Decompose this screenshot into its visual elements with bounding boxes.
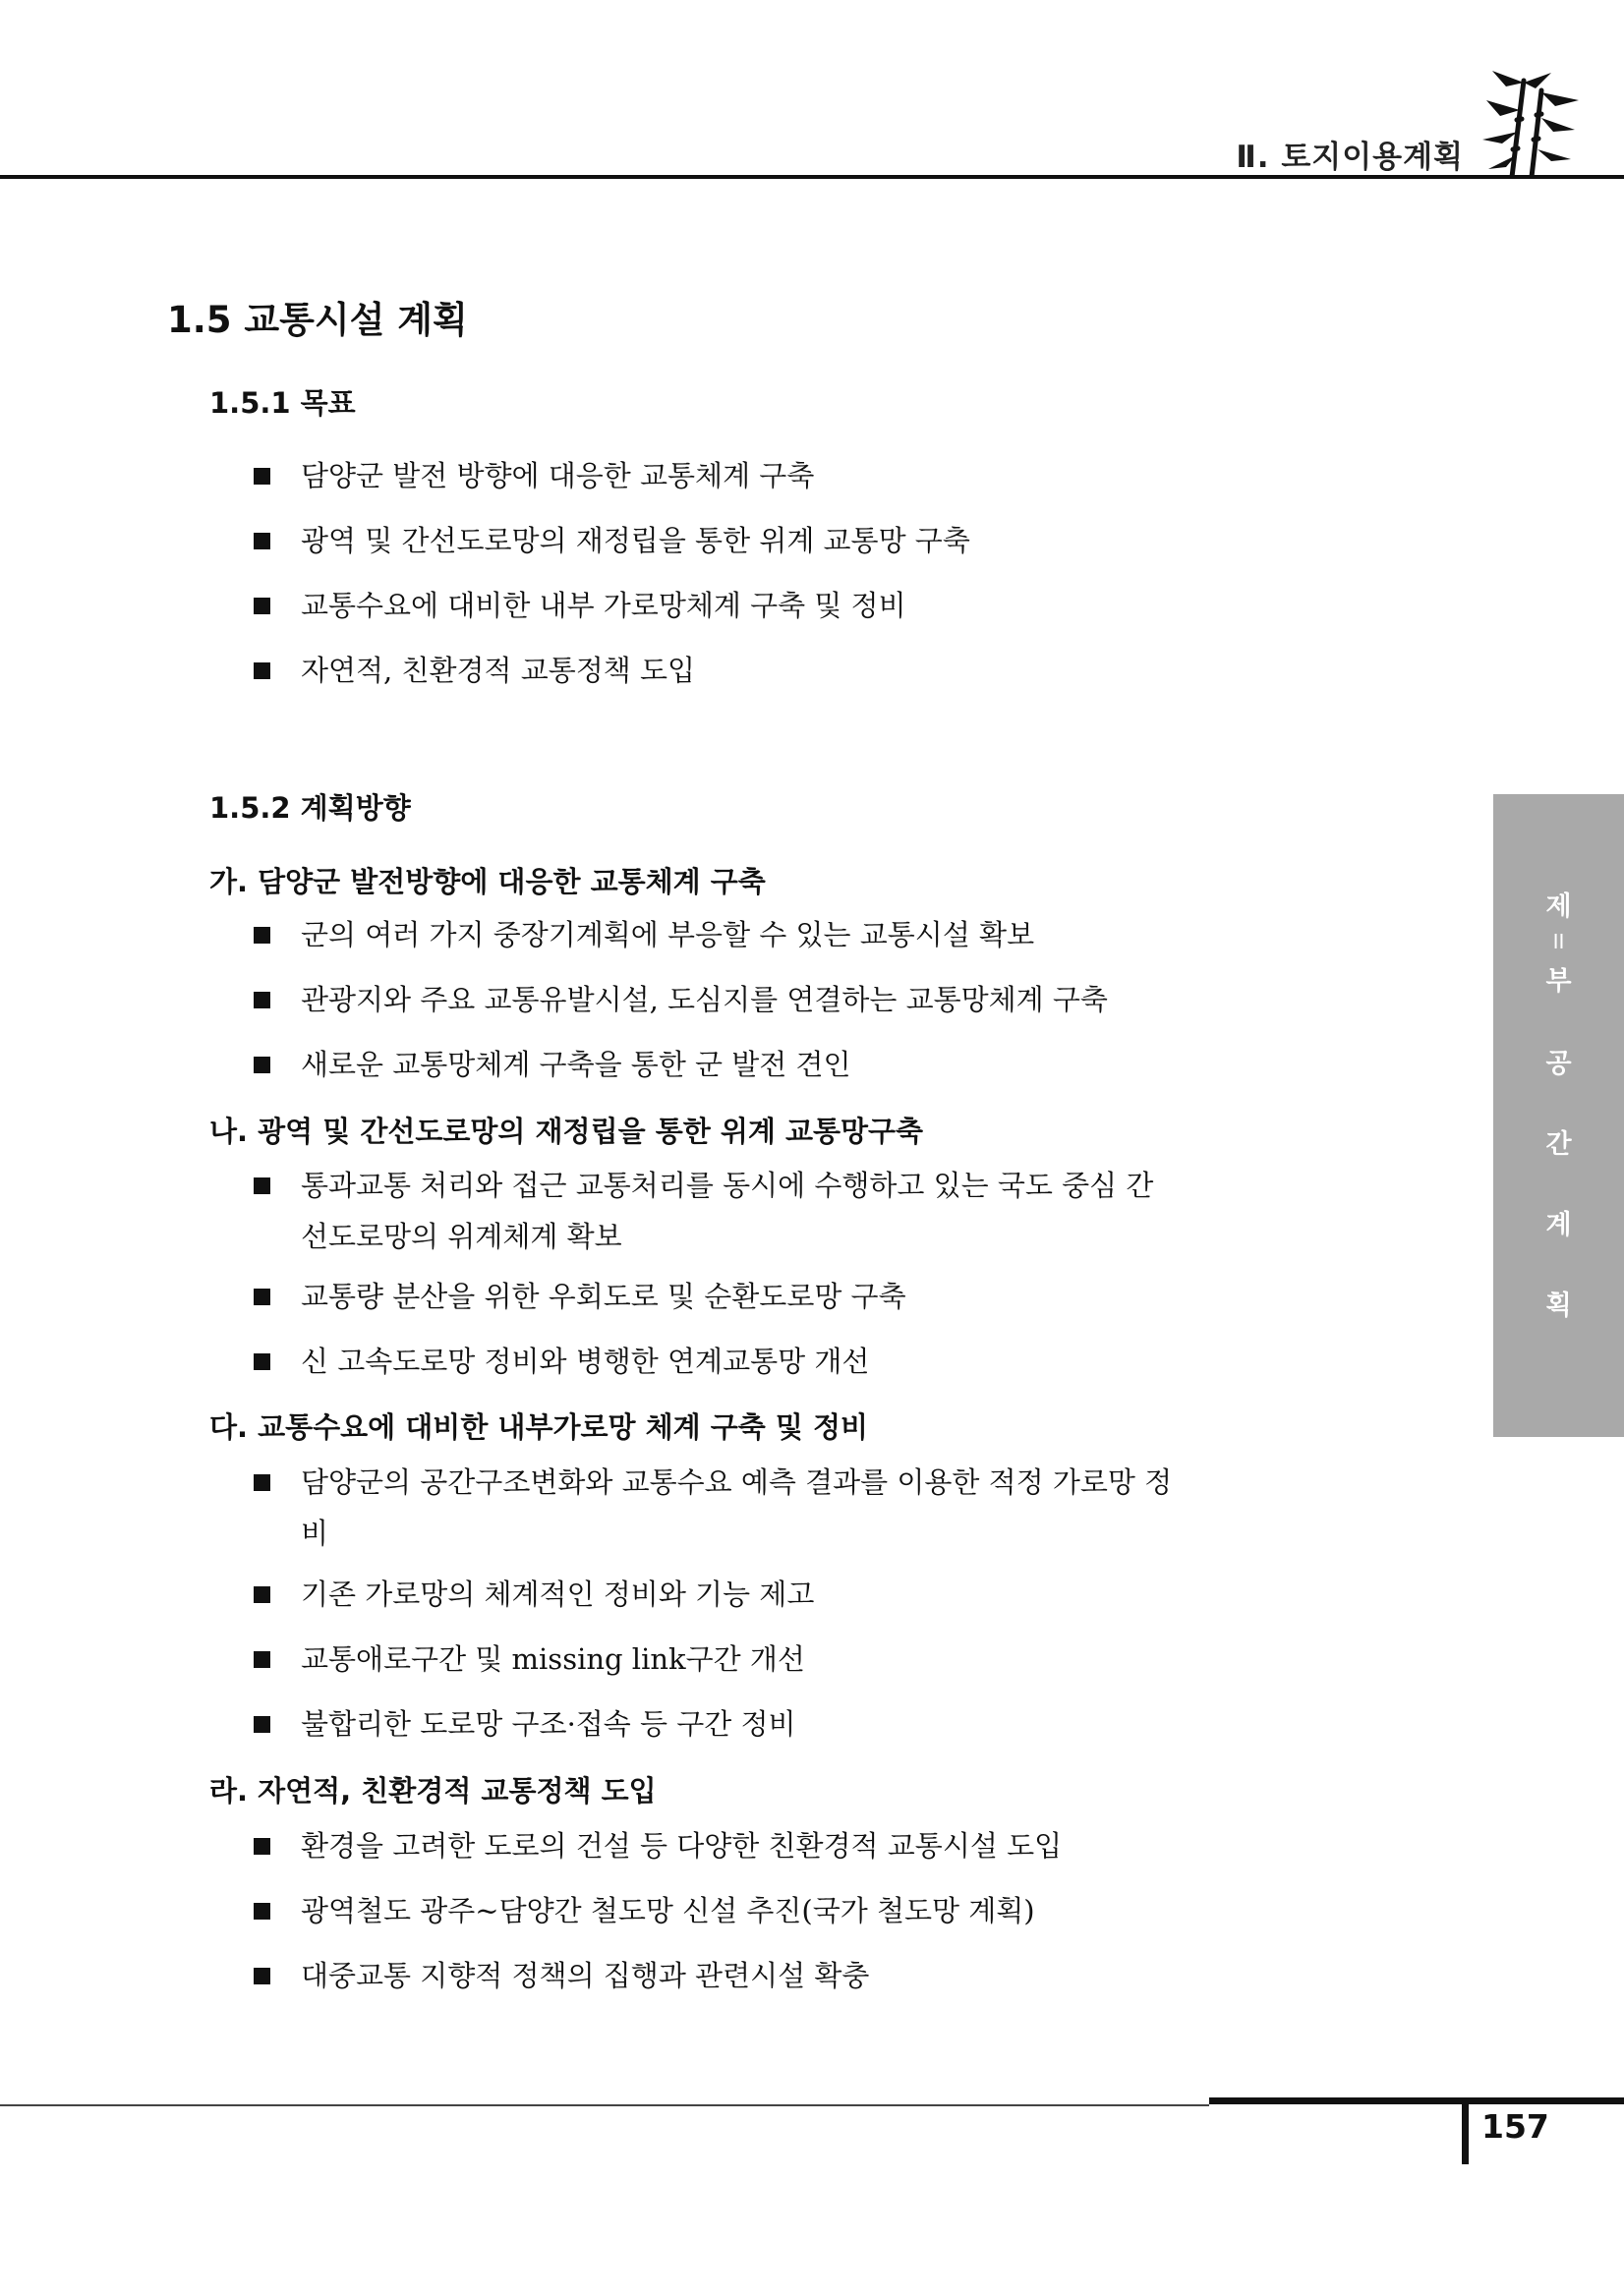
square-bullet-icon: [254, 1177, 270, 1194]
section-title: 1.5 교통시설 계획: [167, 299, 468, 341]
list-item: 담양군 발전 방향에 대응한 교통체계 구축: [254, 450, 1173, 501]
square-bullet-icon: [254, 662, 270, 679]
group-title: 나. 광역 및 간선도로망의 재정립을 통한 위계 교통망구축: [209, 1115, 924, 1148]
square-bullet-icon: [254, 1968, 270, 1984]
chapter-title: Ⅱ. 토지이용계획: [1236, 140, 1464, 175]
square-bullet-icon: [254, 468, 270, 485]
square-bullet-icon: [254, 1474, 270, 1491]
side-tab-char: 간: [1545, 1129, 1572, 1160]
list-item: 새로운 교통망체계 구축을 통한 군 발전 견인: [254, 1039, 1173, 1090]
square-bullet-icon: [254, 1903, 270, 1920]
square-bullet-icon: [254, 992, 270, 1008]
goal-heading: 1.5.1 목표: [209, 386, 356, 420]
header-rule: [0, 175, 1624, 179]
list-item: 광역 및 간선도로망의 재정립을 통한 위계 교통망 구축: [254, 515, 1173, 566]
list-item: 군의 여러 가지 중장기계획에 부응할 수 있는 교통시설 확보: [254, 909, 1173, 960]
list-item: 관광지와 주요 교통유발시설, 도심지를 연결하는 교통망체계 구축: [254, 974, 1173, 1025]
bamboo-icon: [1473, 71, 1581, 179]
list-item: 교통량 분산을 위한 우회도로 및 순환도로망 구축: [254, 1271, 1173, 1322]
square-bullet-icon: [254, 1838, 270, 1855]
list-item: 자연적, 친환경적 교통정책 도입: [254, 645, 1173, 696]
footer-rule: [0, 2104, 1209, 2106]
square-bullet-icon: [254, 927, 270, 944]
square-bullet-icon: [254, 1651, 270, 1668]
footer-divider: [1462, 2097, 1469, 2164]
side-tab-char: II: [1552, 930, 1565, 953]
square-bullet-icon: [254, 1716, 270, 1733]
list-item: 교통애로구간 및 missing link구간 개선: [254, 1634, 1173, 1685]
list-item: 통과교통 처리와 접근 교통처리를 동시에 수행하고 있는 국도 중심 간선도로망의 위계체계 확보: [254, 1160, 1173, 1262]
square-bullet-icon: [254, 533, 270, 549]
chapter-side-tab: [1493, 794, 1624, 1437]
square-bullet-icon: [254, 1289, 270, 1305]
group-title: 다. 교통수요에 대비한 내부가로망 체계 구축 및 정비: [209, 1410, 868, 1444]
list-item: 교통수요에 대비한 내부 가로망체계 구축 및 정비: [254, 580, 1173, 631]
square-bullet-icon: [254, 1353, 270, 1370]
group-title: 라. 자연적, 친환경적 교통정책 도입: [209, 1774, 657, 1808]
square-bullet-icon: [254, 1057, 270, 1073]
side-tab-char: 부: [1545, 966, 1572, 997]
list-item: 기존 가로망의 체계적인 정비와 기능 제고: [254, 1569, 1173, 1620]
list-item: 대중교통 지향적 정책의 집행과 관련시설 확충: [254, 1950, 1173, 2001]
side-tab-char: 획: [1545, 1291, 1572, 1321]
square-bullet-icon: [254, 1586, 270, 1603]
list-item: 광역철도 광주~담양간 철도망 신설 추진(국가 철도망 계획): [254, 1885, 1173, 1936]
side-tab-char: 공: [1545, 1049, 1572, 1079]
side-tab-char: 제: [1545, 891, 1572, 922]
footer-rule-thick: [1209, 2097, 1624, 2104]
list-item: 환경을 고려한 도로의 건설 등 다양한 친환경적 교통시설 도입: [254, 1820, 1173, 1871]
list-item: 불합리한 도로망 구조·접속 등 구간 정비: [254, 1698, 1173, 1750]
list-item: 담양군의 공간구조변화와 교통수요 예측 결과를 이용한 적정 가로망 정비: [254, 1457, 1173, 1559]
list-item: 신 고속도로망 정비와 병행한 연계교통망 개선: [254, 1336, 1173, 1387]
square-bullet-icon: [254, 598, 270, 614]
page-number: 157: [1481, 2107, 1549, 2146]
direction-heading: 1.5.2 계획방향: [209, 791, 411, 825]
group-title: 가. 담양군 발전방향에 대응한 교통체계 구축: [209, 865, 766, 898]
side-tab-char: 계: [1545, 1210, 1572, 1240]
